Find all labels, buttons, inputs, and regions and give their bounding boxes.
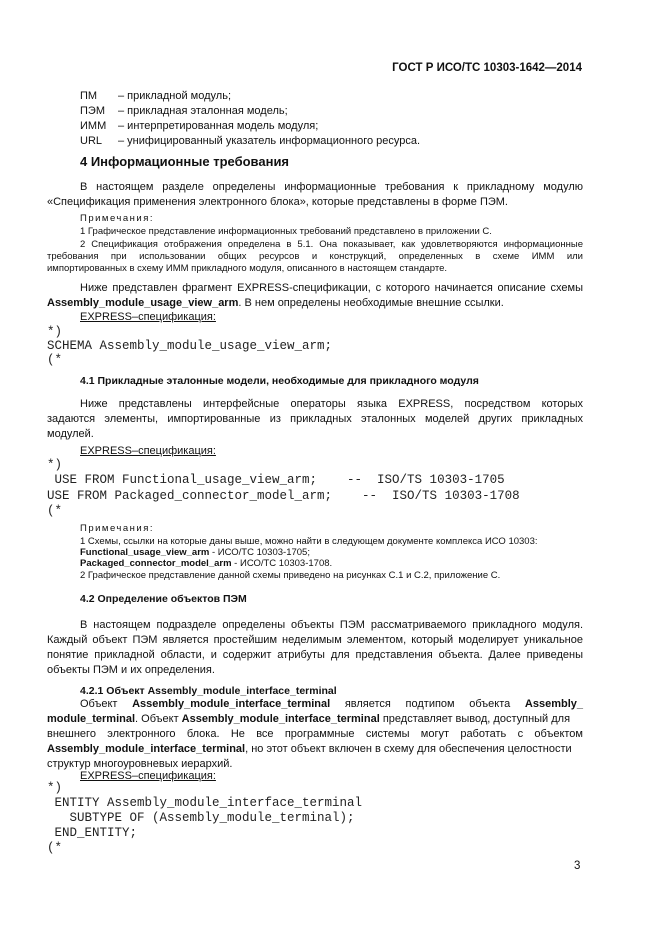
section-4-heading: 4 Информационные требования [80,154,290,169]
paragraph-line: В настоящем разделе определены информационные требования к прикладному модулю [80,181,583,193]
notes-label: Примечания: [80,523,154,534]
paragraph-line: внешнего электронного блока. Не все программные системы могут работать с объектом [47,728,583,740]
paragraph-line [80,697,583,712]
paragraph-word: является [344,698,391,710]
express-spec-label: EXPRESS–спецификация: [80,311,216,323]
paragraph-line: «Спецификация применения электронного блока», которые представлены в форме ПЭМ. [47,196,508,208]
section-4-2-heading: 4.2 Определение объектов ПЭМ [80,593,247,605]
paragraph-word: Объект [80,698,118,710]
abbr-term: ПМ [80,90,98,102]
paragraph-line [47,712,570,727]
paragraph-line: задаются элементы, импортированные из прикладных эталонных моделей других прикладных [47,413,583,425]
abbr-definition: – прикладной модуль; [118,90,231,102]
code-line: (* [47,353,63,367]
paragraph-line: структур многоуровневых иерархий. [47,758,233,770]
entity-name: Assembly_module_interface_terminal [132,698,331,710]
abbr-term: ИММ [80,120,107,132]
note-line: 2 Графическое представление данной схемы приведено на рисунках С.1 и С.2, приложение С. [80,570,501,581]
reference-text: - ИСО/ТС 10303-1708. [231,558,333,569]
abbr-term: ПЭМ [80,105,105,117]
code-line: *) [47,458,63,472]
document-header: ГОСТ Р ИСО/ТС 10303-1642—2014 [392,62,582,74]
entity-name: Assembly_module_interface_terminal [181,713,380,725]
paragraph-text: . Объект [135,713,182,725]
schema-name: Packaged_connector_model_arm [80,558,232,569]
note-line: 2 Спецификация отображения определена в 5.1. Она показывает, как удовлетворяются информационные [80,239,583,250]
paragraph-line: объекты ПЭМ и их определения. [47,664,215,676]
paragraph-line: В настоящем подразделе определены объекты ПЭМ рассматриваемого прикладного модуля. [80,619,583,631]
schema-name: Functional_usage_view_arm [80,547,210,558]
code-line: USE FROM Functional_usage_view_arm; -- ISO/TS 10303-1705 [47,473,505,487]
section-4-1-heading: 4.1 Прикладные эталонные модели, необходимые для прикладного модуля [80,375,479,387]
express-spec-label: EXPRESS–спецификация: [80,770,216,782]
section-4-2-1-heading: 4.2.1 Объект Assembly_module_interface_terminal [80,685,337,697]
paragraph-word: подтипом [405,698,455,710]
paragraph-line: Каждый объект ПЭМ является простейшим неделимым элементом, который моделирует уникальное [47,634,583,646]
note-line: 1 Схемы, ссылки на которые даны выше, можно найти в следующем документе комплекса ИСО 10303: [80,536,538,547]
page-number: 3 [574,860,581,872]
entity-name: Assembly_ [524,698,583,710]
code-line: USE FROM Packaged_connector_model_arm; -- ISO/TS 10303-1708 [47,489,520,503]
abbr-definition: – унифицированный указатель информационного ресурса. [118,135,421,147]
abbr-definition: – прикладная эталонная модель; [118,105,288,117]
abbr-definition: – интерпретированная модель модуля; [118,120,319,132]
express-spec-label: EXPRESS–спецификация: [80,445,216,457]
code-line: SUBTYPE OF (Assembly_module_terminal); [47,811,355,825]
schema-name: Assembly_module_usage_view_arm [47,297,239,309]
paragraph-line [47,742,572,757]
paragraph-text: представляет вывод, доступный для [379,713,571,725]
paragraph-word: объекта [469,698,511,710]
paragraph-text: , но этот объект включен в схему для обеспечения целостности [245,743,572,755]
note-line: требования при использовании общих ресурсов и конструкций, определенных в схеме ИММ или [47,251,583,262]
note-line: 1 Графическое представление информационных требований представлено в приложении С. [80,226,492,237]
entity-name: Assembly_module_interface_terminal [47,743,246,755]
paragraph-line: понятие прикладной области, и содержит атрибуты для представления объекта. Далее приведены [47,649,583,661]
paragraph-text: . В нем определены необходимые внешние ссылки. [238,297,504,309]
code-line: (* [47,841,63,855]
note-line: импортированных в схему ИММ прикладного модуля, описанного в настоящем стандарте. [47,263,448,274]
code-line: (* [47,504,63,518]
note-reference [80,558,332,571]
code-line: END_ENTITY; [47,826,138,840]
paragraph-line: Ниже представлены интерфейсные операторы языка EXPRESS, посредством которых [80,398,583,410]
code-line: SCHEMA Assembly_module_usage_view_arm; [47,339,333,353]
abbr-term: URL [80,135,103,147]
paragraph-line: модулей. [47,428,94,440]
code-line: *) [47,781,63,795]
notes-label: Примечания: [80,213,154,224]
reference-text: - ИСО/ТС 10303-1705; [209,547,310,558]
paragraph-line: Ниже представлен фрагмент EXPRESS-спецификации, с которого начинается описание схемы [80,282,583,294]
code-line: *) [47,325,63,339]
entity-name: module_terminal [47,713,136,725]
paragraph-line [47,296,504,311]
code-line: ENTITY Assembly_module_interface_terminal [47,796,363,810]
